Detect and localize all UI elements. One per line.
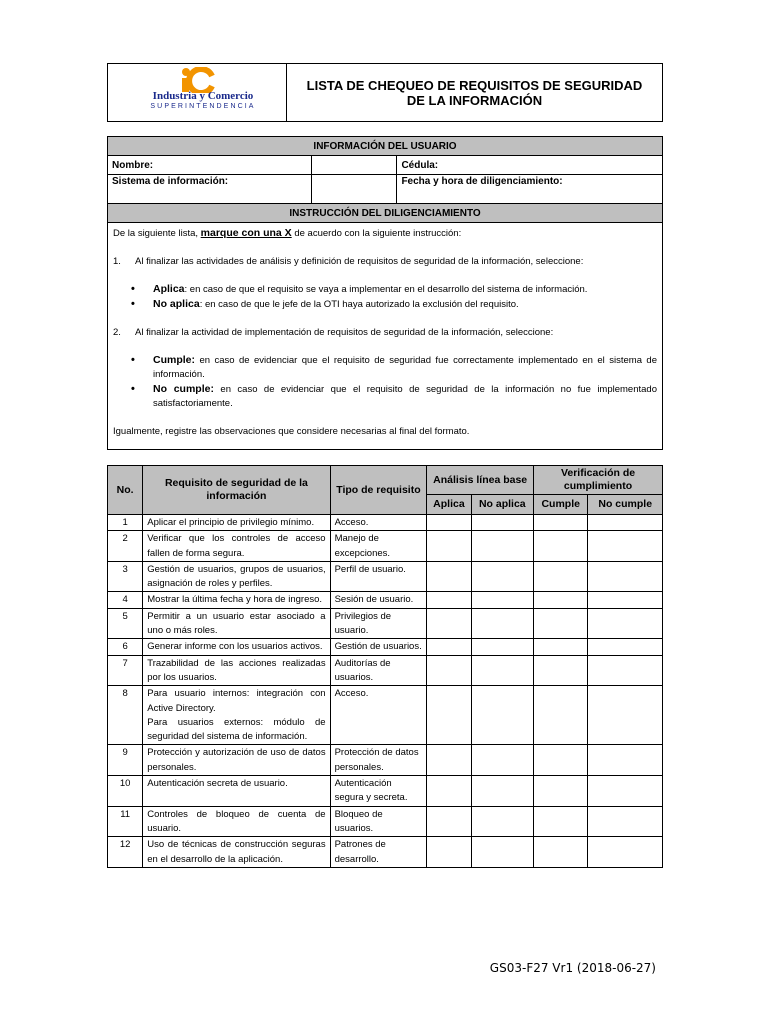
no-aplica-cell[interactable] <box>471 806 533 837</box>
no-cumple-cell[interactable] <box>588 592 663 608</box>
cumple-cell[interactable] <box>534 776 588 807</box>
col-header-verificacion: Verificación de cumplimiento <box>534 466 663 495</box>
no-aplica-cell[interactable] <box>471 686 533 745</box>
table-row <box>108 806 663 837</box>
row-number: 11 <box>108 806 143 837</box>
table-row <box>108 639 663 655</box>
row-requisito-part-2: Para usuarios externos: módulo de seguridad del sistema de información. <box>147 716 326 743</box>
row-number: 5 <box>108 608 143 639</box>
row-number: 4 <box>108 592 143 608</box>
row-requisito: Aplicar el principio de privilegio mínimo. <box>143 515 330 531</box>
table-row <box>108 655 663 686</box>
sistema-label: Sistema de información: <box>108 175 312 204</box>
cumple-cell[interactable] <box>534 515 588 531</box>
no-cumple-cell[interactable] <box>588 561 663 592</box>
no-aplica-cell[interactable] <box>471 531 533 562</box>
row-tipo: Privilegios de usuario. <box>330 608 427 639</box>
row-number: 9 <box>108 745 143 776</box>
instruction-item-2: 2. Al finalizar la actividad de implementación de requisitos de seguridad de la información, seleccione: <box>113 327 554 338</box>
intro-emphasis: marque con una X <box>200 227 292 239</box>
cumple-cell[interactable] <box>534 608 588 639</box>
table-row <box>108 608 663 639</box>
row-requisito: Generar informe con los usuarios activos. <box>143 639 330 655</box>
row-tipo: Acceso. <box>330 686 427 745</box>
logo-text-2: SUPERINTENDENCIA <box>150 103 256 110</box>
row-number: 10 <box>108 776 143 807</box>
aplica-cell[interactable] <box>427 639 471 655</box>
user-info-heading: INFORMACIÓN DEL USUARIO <box>108 137 663 156</box>
aplica-cell[interactable] <box>427 776 471 807</box>
table-row <box>108 515 663 531</box>
no-cumple-cell[interactable] <box>588 655 663 686</box>
aplica-cell[interactable] <box>427 531 471 562</box>
row-tipo: Manejo de excepciones. <box>330 531 427 562</box>
row-number: 6 <box>108 639 143 655</box>
no-cumple-cell[interactable] <box>588 837 663 868</box>
table-row <box>108 561 663 592</box>
table-row <box>108 745 663 776</box>
row-tipo: Gestión de usuarios. <box>330 639 427 655</box>
col-header-no: No. <box>108 466 143 515</box>
no-cumple-cell[interactable] <box>588 639 663 655</box>
row-requisito: Trazabilidad de las acciones realizadas por los usuarios. <box>143 655 330 686</box>
row-number: 8 <box>108 686 143 745</box>
aplica-cell[interactable] <box>427 745 471 776</box>
col-header-no-cumple: No cumple <box>588 495 663 515</box>
cedula-label: Cédula: <box>397 156 663 175</box>
no-aplica-cell[interactable] <box>471 745 533 776</box>
row-number: 3 <box>108 561 143 592</box>
col-header-no-aplica: No aplica <box>471 495 533 515</box>
no-aplica-cell[interactable] <box>471 515 533 531</box>
table-row <box>108 592 663 608</box>
row-requisito: Verificar que los controles de acceso fallen de forma segura. <box>143 531 330 562</box>
document-header <box>107 63 663 122</box>
fecha-label: Fecha y hora de diligenciamiento: <box>397 175 663 204</box>
col-header-tipo: Tipo de requisito <box>330 466 427 515</box>
bullet-cumple: • Cumple: en caso de evidenciar que el requisito de seguridad fue correctamente implementado en el sistema de información. <box>131 354 657 380</box>
no-aplica-cell[interactable] <box>471 776 533 807</box>
cumple-cell[interactable] <box>534 531 588 562</box>
no-cumple-cell[interactable] <box>588 531 663 562</box>
no-aplica-cell[interactable] <box>471 655 533 686</box>
aplica-cell[interactable] <box>427 515 471 531</box>
row-requisito: Controles de bloqueo de cuenta de usuario. <box>143 806 330 837</box>
row-requisito-part-1: Para usuario internos: integración con Active Directory. <box>147 688 326 714</box>
no-cumple-cell[interactable] <box>588 608 663 639</box>
row-requisito: Protección y autorización de uso de datos personales. <box>143 745 330 776</box>
row-tipo: Auditorías de usuarios. <box>330 655 427 686</box>
bullet-no-aplica: • No aplica: en caso de que le jefe de la OTI haya autorizado la exclusión del requisito. <box>131 298 519 310</box>
bullet-aplica: • Aplica: en caso de que el requisito se vaya a implementar en el desarrollo del sistema de información. <box>131 283 588 295</box>
col-header-cumple: Cumple <box>534 495 588 515</box>
requirements-body <box>108 515 663 868</box>
instructions-closing: Igualmente, registre las observaciones que considere necesarias al final del formato. <box>113 426 470 437</box>
bullet-icon: • <box>131 383 135 395</box>
instructions-intro: De la siguiente lista, marque con una X de acuerdo con la siguiente instrucción: <box>113 227 462 239</box>
sic-logo <box>108 64 286 121</box>
no-cumple-cell[interactable] <box>588 686 663 745</box>
instruction-item-1: 1. Al finalizar las actividades de análisis y definición de requisitos de seguridad de la información, seleccione: <box>113 256 584 267</box>
row-requisito: Permitir a un usuario estar asociado a uno o más roles. <box>143 608 330 639</box>
cumple-cell[interactable] <box>534 655 588 686</box>
aplica-cell[interactable] <box>427 837 471 868</box>
col-header-aplica: Aplica <box>427 495 471 515</box>
row-number: 1 <box>108 515 143 531</box>
aplica-cell[interactable] <box>427 655 471 686</box>
bullet-no-cumple: • No cumple: en caso de evidenciar que el requisito de seguridad de la información no fue implementado satisfactoriamente. <box>131 383 657 409</box>
document-title: LISTA DE CHEQUEO DE REQUISITOS DE SEGURIDAD DE LA INFORMACIÓN <box>287 64 663 122</box>
row-tipo: Acceso. <box>330 515 427 531</box>
no-aplica-cell[interactable] <box>471 837 533 868</box>
table-row <box>108 531 663 562</box>
row-tipo: Bloqueo de usuarios. <box>330 806 427 837</box>
document-code: GS03-F27 Vr1 (2018-06-27) <box>489 961 656 975</box>
instructions-heading: INSTRUCCIÓN DEL DILIGENCIAMIENTO <box>108 204 663 223</box>
row-tipo: Sesión de usuario. <box>330 592 427 608</box>
cumple-cell[interactable] <box>534 592 588 608</box>
row-tipo: Perfil de usuario. <box>330 561 427 592</box>
aplica-cell[interactable] <box>427 608 471 639</box>
no-aplica-cell[interactable] <box>471 639 533 655</box>
no-cumple-cell[interactable] <box>588 745 663 776</box>
aplica-cell[interactable] <box>427 592 471 608</box>
user-info-table <box>107 136 663 450</box>
logo-text-1: Industria y Comercio <box>152 90 254 102</box>
table-row <box>108 837 663 868</box>
logo-cell <box>108 64 287 122</box>
row-requisito: Mostrar la última fecha y hora de ingreso. <box>143 592 330 608</box>
table-row <box>108 686 663 745</box>
no-cumple-cell[interactable] <box>588 515 663 531</box>
row-number: 12 <box>108 837 143 868</box>
bullet-icon: • <box>131 354 135 366</box>
row-requisito: Uso de técnicas de construcción seguras en el desarrollo de la aplicación. <box>143 837 330 868</box>
sistema-field[interactable] <box>311 175 397 204</box>
cumple-cell[interactable] <box>534 806 588 837</box>
no-aplica-cell[interactable] <box>471 592 533 608</box>
aplica-cell[interactable] <box>427 686 471 745</box>
bullet-icon: • <box>131 283 135 295</box>
row-tipo: Protección de datos personales. <box>330 745 427 776</box>
bullet-icon: • <box>131 298 135 310</box>
no-aplica-cell[interactable] <box>471 561 533 592</box>
col-header-requisito: Requisito de seguridad de la información <box>143 466 330 515</box>
row-requisito <box>143 686 330 745</box>
row-tipo: Autenticación segura y secreta. <box>330 776 427 807</box>
no-cumple-cell[interactable] <box>588 806 663 837</box>
cumple-cell[interactable] <box>534 561 588 592</box>
cumple-cell[interactable] <box>534 837 588 868</box>
col-header-analisis: Análisis línea base <box>427 466 534 495</box>
requirements-table <box>107 465 663 868</box>
row-requisito: Autenticación secreta de usuario. <box>143 776 330 807</box>
aplica-cell[interactable] <box>427 806 471 837</box>
row-number: 7 <box>108 655 143 686</box>
row-number: 2 <box>108 531 143 562</box>
no-cumple-cell[interactable] <box>588 776 663 807</box>
nombre-field[interactable] <box>311 156 397 175</box>
table-row <box>108 776 663 807</box>
aplica-cell[interactable] <box>427 561 471 592</box>
row-tipo: Patrones de desarrollo. <box>330 837 427 868</box>
instructions-body <box>108 223 663 450</box>
no-aplica-cell[interactable] <box>471 608 533 639</box>
nombre-label: Nombre: <box>108 156 312 175</box>
cumple-cell[interactable] <box>534 686 588 745</box>
cumple-cell[interactable] <box>534 639 588 655</box>
cumple-cell[interactable] <box>534 745 588 776</box>
row-requisito: Gestión de usuarios, grupos de usuarios, asignación de roles y perfiles. <box>143 561 330 592</box>
